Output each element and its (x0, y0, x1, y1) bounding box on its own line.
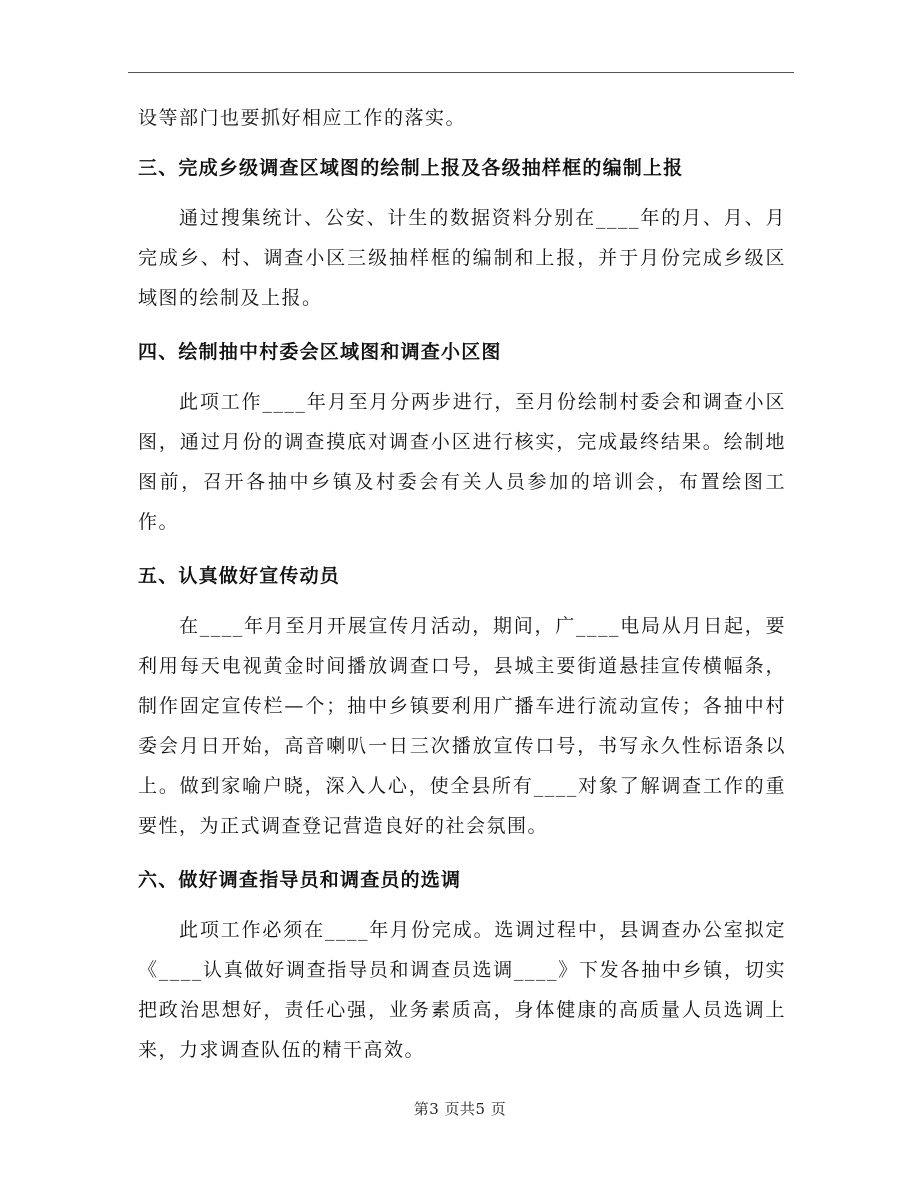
section-heading-6: 六、做好调查指导员和调查员的选调 (138, 869, 462, 891)
paragraph-section-3: 通过搜集统计、公安、计生的数据资料分别在____年的月、月、月完成乡、村、调查小区三级抽样框的编制和上报，并于月份完成乡级区域图的绘制及上报。 (138, 207, 786, 309)
header-rule (128, 72, 794, 73)
paragraph-section-4: 此项工作____年月至月分两步进行，至月份绘制村委会和调查小区图，通过月份的调查摸底对调查小区进行核实，完成最终结果。绘制地图前，召开各抽中乡镇及村委会有关人员参加的培训会，布置绘图工作。 (138, 391, 786, 533)
section-heading-4: 四、绘制抽中村委会区域图和调查小区图 (138, 341, 502, 363)
paragraph-section-6: 此项工作必须在____年月份完成。选调过程中，县调查办公室拟定《____认真做好调查指导员和调查员选调____》下发各抽中乡镇，切实把政治思想好，责任心强，业务素质高，身体健康的高质量人员选调上来，力求调查队伍的精干高效。 (138, 919, 786, 1061)
paragraph-continuation: 设等部门也要抓好相应工作的落实。 (138, 107, 467, 129)
paragraph-section-5: 在____年月至月开展宣传月活动，期间，广____电局从月日起，要利用每天电视黄金时间播放调查口号，县城主要街道悬挂宣传横幅条，制作固定宣传栏—个；抽中乡镇要利用广播车进行流动宣传；各抽中村委会月日开始，高音喇叭一日三次播放宣传口号，书写永久性标语条以上。做到家喻户晓，深入人心，使全县所有____对象了解调查工作的重要性，为正式调查登记营造良好的社会氛围。 (138, 615, 786, 837)
page-number-footer: 第3 页共5 页 (413, 1100, 507, 1118)
section-heading-5: 五、认真做好宣传动员 (138, 565, 341, 587)
document-body (138, 98, 786, 1070)
section-heading-3: 三、完成乡级调查区域图的绘制上报及各级抽样框的编制上报 (138, 157, 684, 179)
